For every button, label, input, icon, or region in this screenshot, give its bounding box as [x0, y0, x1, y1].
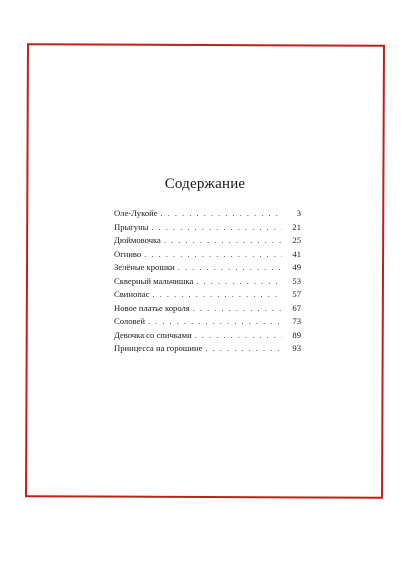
- contents-heading: Содержание: [164, 176, 246, 192]
- toc-entry-page: 93: [292, 343, 301, 353]
- toc-entry-title: Дюймовочка: [114, 235, 161, 245]
- toc-entry[interactable]: [114, 342, 301, 356]
- toc-entry-page: 21: [292, 221, 301, 232]
- toc-entry-page: 89: [292, 329, 301, 340]
- toc-entry-title: Соловей: [114, 316, 145, 326]
- toc-entry[interactable]: [114, 302, 301, 316]
- toc-leader-dots: [195, 329, 282, 343]
- toc-entry-title: Девочка со спичками: [114, 329, 192, 340]
- toc-entry[interactable]: [114, 234, 301, 248]
- toc-entry-title: Огниво: [114, 248, 142, 259]
- toc-leader-dots: [144, 248, 282, 262]
- toc-entry-page: 57: [292, 289, 301, 299]
- toc-entry[interactable]: [114, 275, 301, 289]
- toc-leader-dots: [151, 221, 282, 235]
- toc-entry-page: 49: [292, 262, 301, 272]
- table-of-contents: [114, 207, 301, 356]
- toc-entry[interactable]: [114, 315, 301, 329]
- toc-entry[interactable]: [114, 288, 301, 302]
- toc-leader-dots: [178, 261, 282, 275]
- toc-entry-title: Зелёные крошки: [114, 262, 175, 272]
- toc-leader-dots: [205, 342, 282, 356]
- toc-entry[interactable]: [114, 207, 301, 221]
- toc-entry-page: 73: [292, 316, 301, 326]
- toc-entry[interactable]: [114, 261, 301, 275]
- toc-entry-page: 3: [296, 208, 301, 218]
- toc-entry-title: Прыгуны: [114, 221, 149, 232]
- toc-leader-dots: [161, 207, 282, 221]
- toc-entry[interactable]: [114, 221, 301, 235]
- toc-entry-title: Принцесса на горошине: [114, 343, 203, 353]
- toc-entry-page: 53: [292, 275, 301, 286]
- toc-entry-page: 41: [292, 248, 301, 259]
- toc-entry-page: 25: [292, 235, 301, 245]
- toc-entry-page: 67: [292, 302, 301, 313]
- toc-leader-dots: [164, 234, 282, 248]
- toc-entry-title: Новое платье короля: [114, 302, 190, 313]
- toc-leader-dots: [153, 288, 282, 302]
- toc-leader-dots: [148, 315, 282, 329]
- toc-entry[interactable]: [114, 248, 301, 262]
- toc-entry-title: Скверный мальчишка: [114, 275, 194, 286]
- toc-entry-title: Свинопас: [114, 289, 150, 299]
- toc-leader-dots: [196, 275, 282, 289]
- toc-entry-title: Оле-Лукойе: [114, 208, 158, 218]
- toc-leader-dots: [193, 302, 282, 316]
- toc-entry[interactable]: [114, 329, 301, 343]
